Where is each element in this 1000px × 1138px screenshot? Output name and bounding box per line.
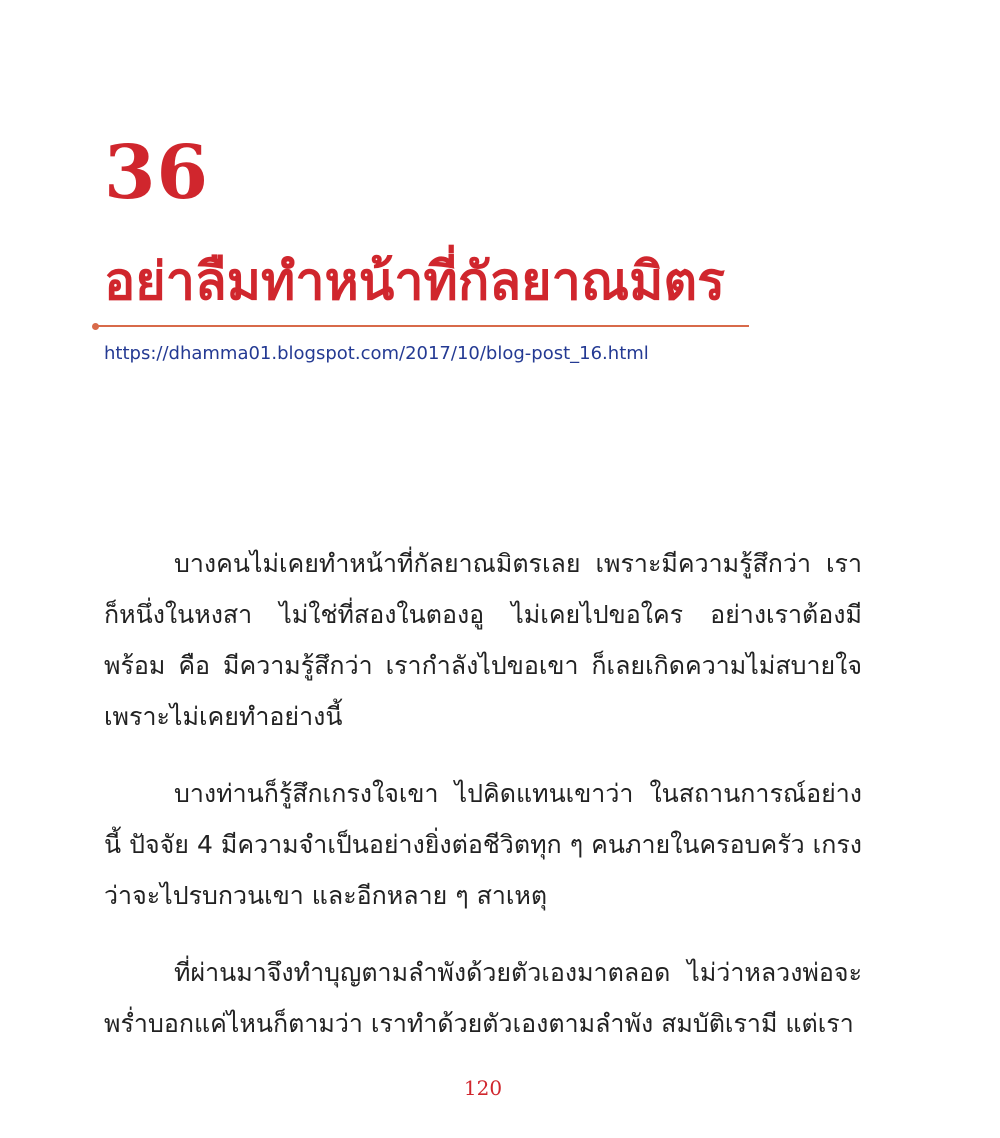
paragraph: บางท่านก็รู้สึกเกรงใจเขา ไปคิดแทนเขาว่า ในสถานการณ์อย่างนี้ ปัจจัย 4 มีความจำเป็นอย่างยิ่งต่อชีวิตทุก ๆ คนภายในครอบครัว เกรงว่าจะไปรบกวนเขา และอีกหลาย ๆ สาเหตุ — [104, 779, 862, 910]
page-number: 120 — [463, 1076, 503, 1100]
divider-line — [97, 325, 749, 327]
chapter-number: 36 — [104, 130, 209, 216]
title-divider — [92, 323, 752, 329]
chapter-title: อย่าลืมทำหน้าที่กัลยาณมิตร — [104, 251, 726, 312]
paragraph: ที่ผ่านมาจึงทำบุญตามลำพังด้วยตัวเองมาตลอด ไม่ว่าหลวงพ่อจะพร่ำบอกแค่ไหนก็ตามว่า เราทำด้วยตัวเองตามลำพัง สมบัติเรามี แต่เรา — [104, 958, 862, 1038]
body-text — [104, 538, 862, 1075]
paragraph: บางคนไม่เคยทำหน้าที่กัลยาณมิตรเลย เพราะมีความรู้สึกว่า เราก็หนึ่งในหงสา ไม่ใช่ที่สองในตองอู ไม่เคยไปขอใคร อย่างเราต้องมีพร้อม คือ มีความรู้สึกว่า เรากำลังไปขอเขา ก็เลยเกิดความไม่สบายใจ เพราะไม่เคยทำอย่างนี้ — [104, 549, 862, 731]
source-link[interactable]: https://dhamma01.blogspot.com/2017/10/blog-post_16.html — [104, 343, 649, 364]
